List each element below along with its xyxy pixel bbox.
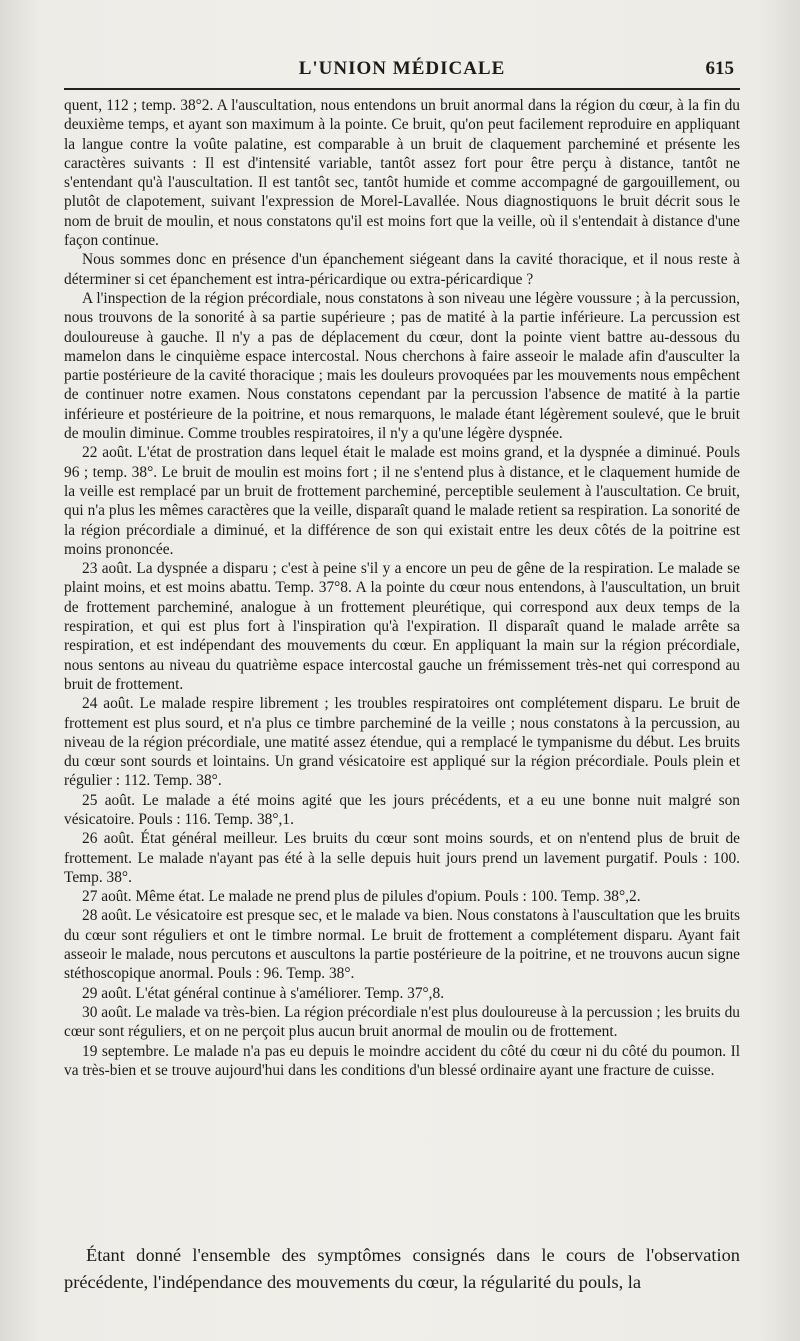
closing-paragraph: Étant donné l'ensemble des symptômes consignés dans le cours de l'observation précédente, l'indépendance des mouvements du cœur, la régularité du pouls, la xyxy=(64,1245,740,1292)
page-number: 615 xyxy=(705,58,734,79)
paragraph: 26 août. État général meilleur. Les bruits du cœur sont moins sourds, et on n'entend plus de bruit de frottement. Le malade n'ayant pas été à la selle depuis huit jours prend un lavement purgatif. Pouls : 100. Temp. 38°. xyxy=(64,830,740,886)
paragraph: quent, 112 ; temp. 38°2. A l'auscultation, nous entendons un bruit anormal dans la région du cœur, à la fin du deuxième temps, et ayant son maximum à la pointe. Ce bruit, qu'on peut facilement reproduire en appliquant la langue contre la voûte palatine, est comparable à un bruit de claquement parcheminé et présente les caractères suivants : Il est d'intensité variable, tantôt assez fort pour être perçu à distance, tantôt ne s'entendant qu'à l'auscultation. Il est tantôt sec, tantôt humide et comme accompagné de gargouillement, ou plutôt de clapotement, suivant l'expression de Morel-Lavallée. Nous diagnostiquons le bruit décrit sous le nom de bruit de moulin, et nous constatons qu'il est moins fort que la veille, où il s'entendait à distance d'une façon continue. xyxy=(64,97,740,250)
paragraph: A l'inspection de la région précordiale, nous constatons à son niveau une légère voussure ; à la percussion, nous trouvons de la sonorité à sa partie supérieure ; pas de matité à la partie inférieure. La percussion est douloureuse à gauche. Il n'y a pas de déplacement du cœur, dont la pointe vient battre au-dessous du mamelon dans le cinquième espace intercostal. Nous cherchons à faire asseoir le malade afin d'ausculter la partie postérieure de la cavité thoracique ; mais les douleurs provoquées par les mouvements nous empêchent de continuer notre examen. Nous constatons cependant par la percussion l'absence de matité à la partie inférieure et postérieure de la poitrine, et nous remarquons, le malade étant légèrement soulevé, que le bruit de moulin diminue. Comme troubles respiratoires, il n'y a qu'une légère dyspnée. xyxy=(64,289,740,443)
paragraph: 22 août. L'état de prostration dans lequel était le malade est moins grand, et la dyspnée a diminué. Pouls 96 ; temp. 38°. Le bruit de moulin est moins fort ; il ne s'entend plus à distance, et le claquement humide de la veille est remplacé par un bruit de frottement parcheminé, perceptible seulement à l'auscultation. Ce bruit, qui n'a plus les mêmes caractères que la veille, disparaît quand le malade retient sa respiration. La sonorité de la région précordiale a diminué, et la différence de son qui existait entre les deux côtés de la poitrine est moins prononcée. xyxy=(64,444,740,558)
header-rule xyxy=(64,88,740,90)
paragraph: 28 août. Le vésicatoire est presque sec, et le malade va bien. Nous constatons à l'auscultation que les bruits du cœur sont réguliers et ont le timbre normal. Le bruit de frottement a complétement disparu. Ayant fait asseoir le malade, nous percutons et auscultons la partie postérieure de la poitrine, et ne trouvons aucun signe stéthoscopique anormal. Pouls : 96. Temp. 38°. xyxy=(64,907,740,983)
page-header xyxy=(64,52,740,82)
paragraph: 27 août. Même état. Le malade ne prend plus de pilules d'opium. Pouls : 100. Temp. 38°,2. xyxy=(82,888,641,906)
body-text xyxy=(64,96,740,1080)
paragraph: 24 août. Le malade respire librement ; les troubles respiratoires ont complétement disparu. Le bruit de frottement est plus sourd, et n'a plus ce timbre parcheminé de la veille ; nous constatons à la percussion, au niveau de la région précordiale, une matité assez étendue, qui a remplacé le tympanisme du début. Les bruits du cœur sont sourds et lointains. Un grand vésicatoire est appliqué sur la région précordiale. Pouls plein et régulier : 112. Temp. 38°. xyxy=(64,695,740,790)
running-title: L'UNION MÉDICALE xyxy=(298,58,506,79)
paragraph: Nous sommes donc en présence d'un épanchement siégeant dans la cavité thoracique, et il nous reste à déterminer si cet épanchement est intra-péricardique ou extra-péricardique ? xyxy=(64,251,740,288)
paragraph: 23 août. La dyspnée a disparu ; c'est à peine s'il y a encore un peu de gêne de la respiration. Le malade se plaint moins, et est moins abattu. Temp. 37°8. A la pointe du cœur nous entendons, à l'auscultation, un bruit de frottement parcheminé, analogue à un frottement pleurétique, qui correspond aux deux temps de la respiration, et qui est plus fort à l'inspiration qu'à l'expiration. Il disparaît quand le malade arrête sa respiration, et est indépendant des mouvements du cœur. En appliquant la main sur la région précordiale, nous sentons au niveau du quatrième espace intercostal gauche un frémissement très-net qui correspond au bruit de frottement. xyxy=(64,560,740,693)
paragraph: 29 août. L'état général continue à s'améliorer. Temp. 37°,8. xyxy=(82,984,445,1002)
paragraph: 25 août. Le malade a été moins agité que les jours précédents, et a eu une bonne nuit malgré son vésicatoire. Pouls : 116. Temp. 38°,1. xyxy=(64,791,740,828)
paragraph: 19 septembre. Le malade n'a pas eu depuis le moindre accident du côté du cœur ni du côté du poumon. Il va très-bien et se trouve aujourd'hui dans les conditions d'un blessé ordinaire ayant une fracture de cuisse. xyxy=(64,1042,740,1079)
paragraph: 30 août. Le malade va très-bien. La région précordiale n'est plus douloureuse à la percussion ; les bruits du cœur sont réguliers, et on ne perçoit plus aucun bruit anormal de moulin ou de frottement. xyxy=(64,1003,740,1041)
